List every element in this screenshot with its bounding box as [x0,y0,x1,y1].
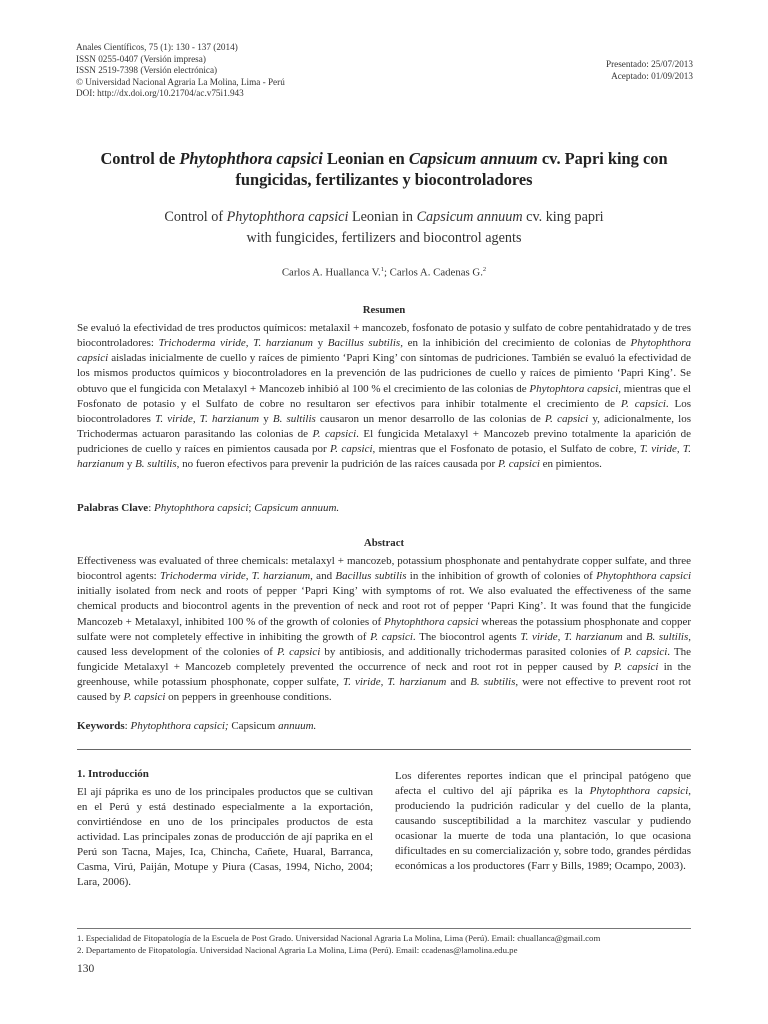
intro-heading: 1. Introducción [77,768,149,780]
accepted-date: Aceptado: 01/09/2013 [611,70,693,81]
title-line-2: fungicidas, fertilizantes y biocontroladores [235,170,533,189]
page-number: 130 [77,963,95,975]
presented-date: Presentado: 25/07/2013 [605,59,693,69]
footnote-divider [77,928,691,929]
abstract-body: Effectiveness was evaluated of three chemicals: metalaxyl + mancozeb, potassium phosphonate and pentahydrate copper sulfate, and three biocontrol agents: Trichoderma viride, T. harzianum, and Bacillus subtilis in the inhibition of growth of colonies of Phytophthora capsici initially isolated from neck and roots of pepper ‘Papri King’ with symptoms of rot. We also evaluated the effectiveness of the same chemical products and biocontrol agents in the prevention of neck and root rot of pepper ‘Papri King’. It was found that the fungicide Mancozeb + Metalaxyl, inhibited 100 % of the growth of colonies of Phytophthora capsici whereas the potassium phosphonate and copper sulfate were not completely effective in inhibiting the growth of P. capsici. The biocontrol agents T. viride, T. harzianum and B. sultilis, caused less development of the colonies of P. capsici by antibiosis, and additionally trichodermas parasited colonies of P. capsici. The fungicide Metalaxyl + Mancozeb completely prevented the occurrence of neck and root rot in pepper caused by P. capsici in the greenhouse, while potassium phosphonate, copper sulfate, T. viride, T. harzianum and B. subtilis, were not effective to prevent root rot caused by P. capsici on peppers in greenhouse conditions. [77,555,692,704]
submission-dates [606,59,693,82]
abstract-heading: Abstract [363,537,405,549]
author-1: Carlos A. Huallanca V. [281,266,381,279]
title-italic: Phytophthora capsici [226,209,349,225]
author-2: Carlos A. Cadenas G. [389,266,483,279]
title-line-2: with fungicides, fertilizers and biocontrol agents [246,230,522,246]
title-text: Leonian in [348,209,417,225]
title-text: cv. Papri king con [537,149,668,168]
footnote-1: 1. Especialidad de Fitopatología de la Escuela de Post Grado. Universidad Nacional Agraria La Molina, Lima (Perú). Email: chuallanca@gmail.com [77,933,601,943]
journal-citation: Anales Científicos, 75 (1): 130 - 137 (2014) [76,42,238,52]
issn-print: ISSN 0255-0407 (Versión impresa) [76,53,206,64]
title-text: Control of [164,209,227,225]
journal-info [76,42,285,100]
footnote-2: 2. Departamento de Fitopatología. Universidad Nacional Agraria La Molina, Lima (Perú). Email: ccadenas@lamolina.edu.pe [77,945,518,955]
section-divider [77,749,691,750]
author-1-affiliation: 1 [380,266,384,273]
title-italic: Phytophthora capsici [179,149,323,168]
resumen-heading: Resumen [362,304,406,316]
intro-right-paragraph: Los diferentes reportes indican que el principal patógeno que afecta el cultivo del ají páprika es la Phytophthora capsici, produciendo la pudrición radicular y del cuello de la planta, causando susceptibilidad a la marchitez vascular y pudiendo ocasionar la muerte de toda una plantación, lo que ocasiona dificultades en su comercialización y, sobre todo, grandes pérdidas económicas a los productores (Farr y Bills, 1989; Ocampo, 2003). [395,770,691,872]
title-text: cv. king papri [522,209,604,225]
authors [60,266,708,279]
footnotes [77,932,693,956]
title-text: Control de [100,149,180,168]
author-2-affiliation: 2 [482,266,487,273]
palabras-clave: Palabras Clave: Phytophthora capsici; Capsicum annuum. [77,502,340,514]
title-italic: Capsicum annuum [408,149,538,168]
keywords: Keywords: Phytophthora capsici; Capsicum annuum. [77,720,317,732]
paper-title-es [60,148,708,190]
resumen-body: Se evaluó la efectividad de tres productos químicos: metalaxil + mancozeb, fosfonato de potasio y sulfato de cobre pentahidratado y de tres biocontroladores: Trichoderma viride, T. harzianum y Bacillus subtilis, en la inhibición del crecimiento de colonias de Phytophthora capsici aisladas inicialmente de cuello y raíces de pimiento ‘Papri King’ con síntomas de pudriciones. También se evaluó la efectividad de los mismos productos químicos y biocontroladores en la prevención de las pudriciones de cuello y raíces de pimiento ‘Papri King’. Se obtuvo que el fungicida con Metalaxyl + Mancozeb inhibió al 100 % el crecimiento de las colonias de Phytophtora capsici, mientras que el Fosfonato de potasio y el Sulfato de cobre no resultaron ser efectivos para inhibir totalmente el crecimiento de P. capsici. Los biocontroladores T. viride, T. harzianum y B. sultilis causaron un menor desarrollo de las colonias de P. capsici y, adicionalmente, los Trichodermas actuaron parasitando las colonias de P. capsici. El fungicida Metalaxyl + Mancozeb previno totalmente la aparición de pudriciones de cuello y raíces en pimientos causada por P. capsici, mientras que el Fosfonato de potasio, el Sulfato de cobre, T. viride, T. harzianum y B. sultilis, no fueron efectivos para prevenir la pudrición de las raíces causada por P. capsici en pimientos. [77,322,692,471]
copyright: © Universidad Nacional Agraria La Molina, Lima - Perú [76,76,285,87]
author-separator: ; [383,266,390,279]
doi[interactable]: DOI: http://dx.doi.org/10.21704/ac.v75i1.943 [76,88,244,99]
title-italic: Capsicum annuum [416,209,523,225]
paper-title-en [60,207,708,249]
intro-left-paragraph: El ají páprika es uno de los principales productos que se cultivan en el Perú y está destinado especialmente a la exportación, convirtiéndose en uno de los principales productos de esta actividad. Las principales zonas de producción de ají paprika en el Perú son Tacna, Majes, Ica, Chincha, Cañete, Huaral, Barranca, Casma, Virú, Paiján, Motupe y Piura (Casas, 1994, Nicho, 2004; Lara, 2006). [77,786,373,888]
issn-electronic: ISSN 2519-7398 (Versión electrónica) [76,65,218,76]
title-text: Leonian en [322,149,409,168]
